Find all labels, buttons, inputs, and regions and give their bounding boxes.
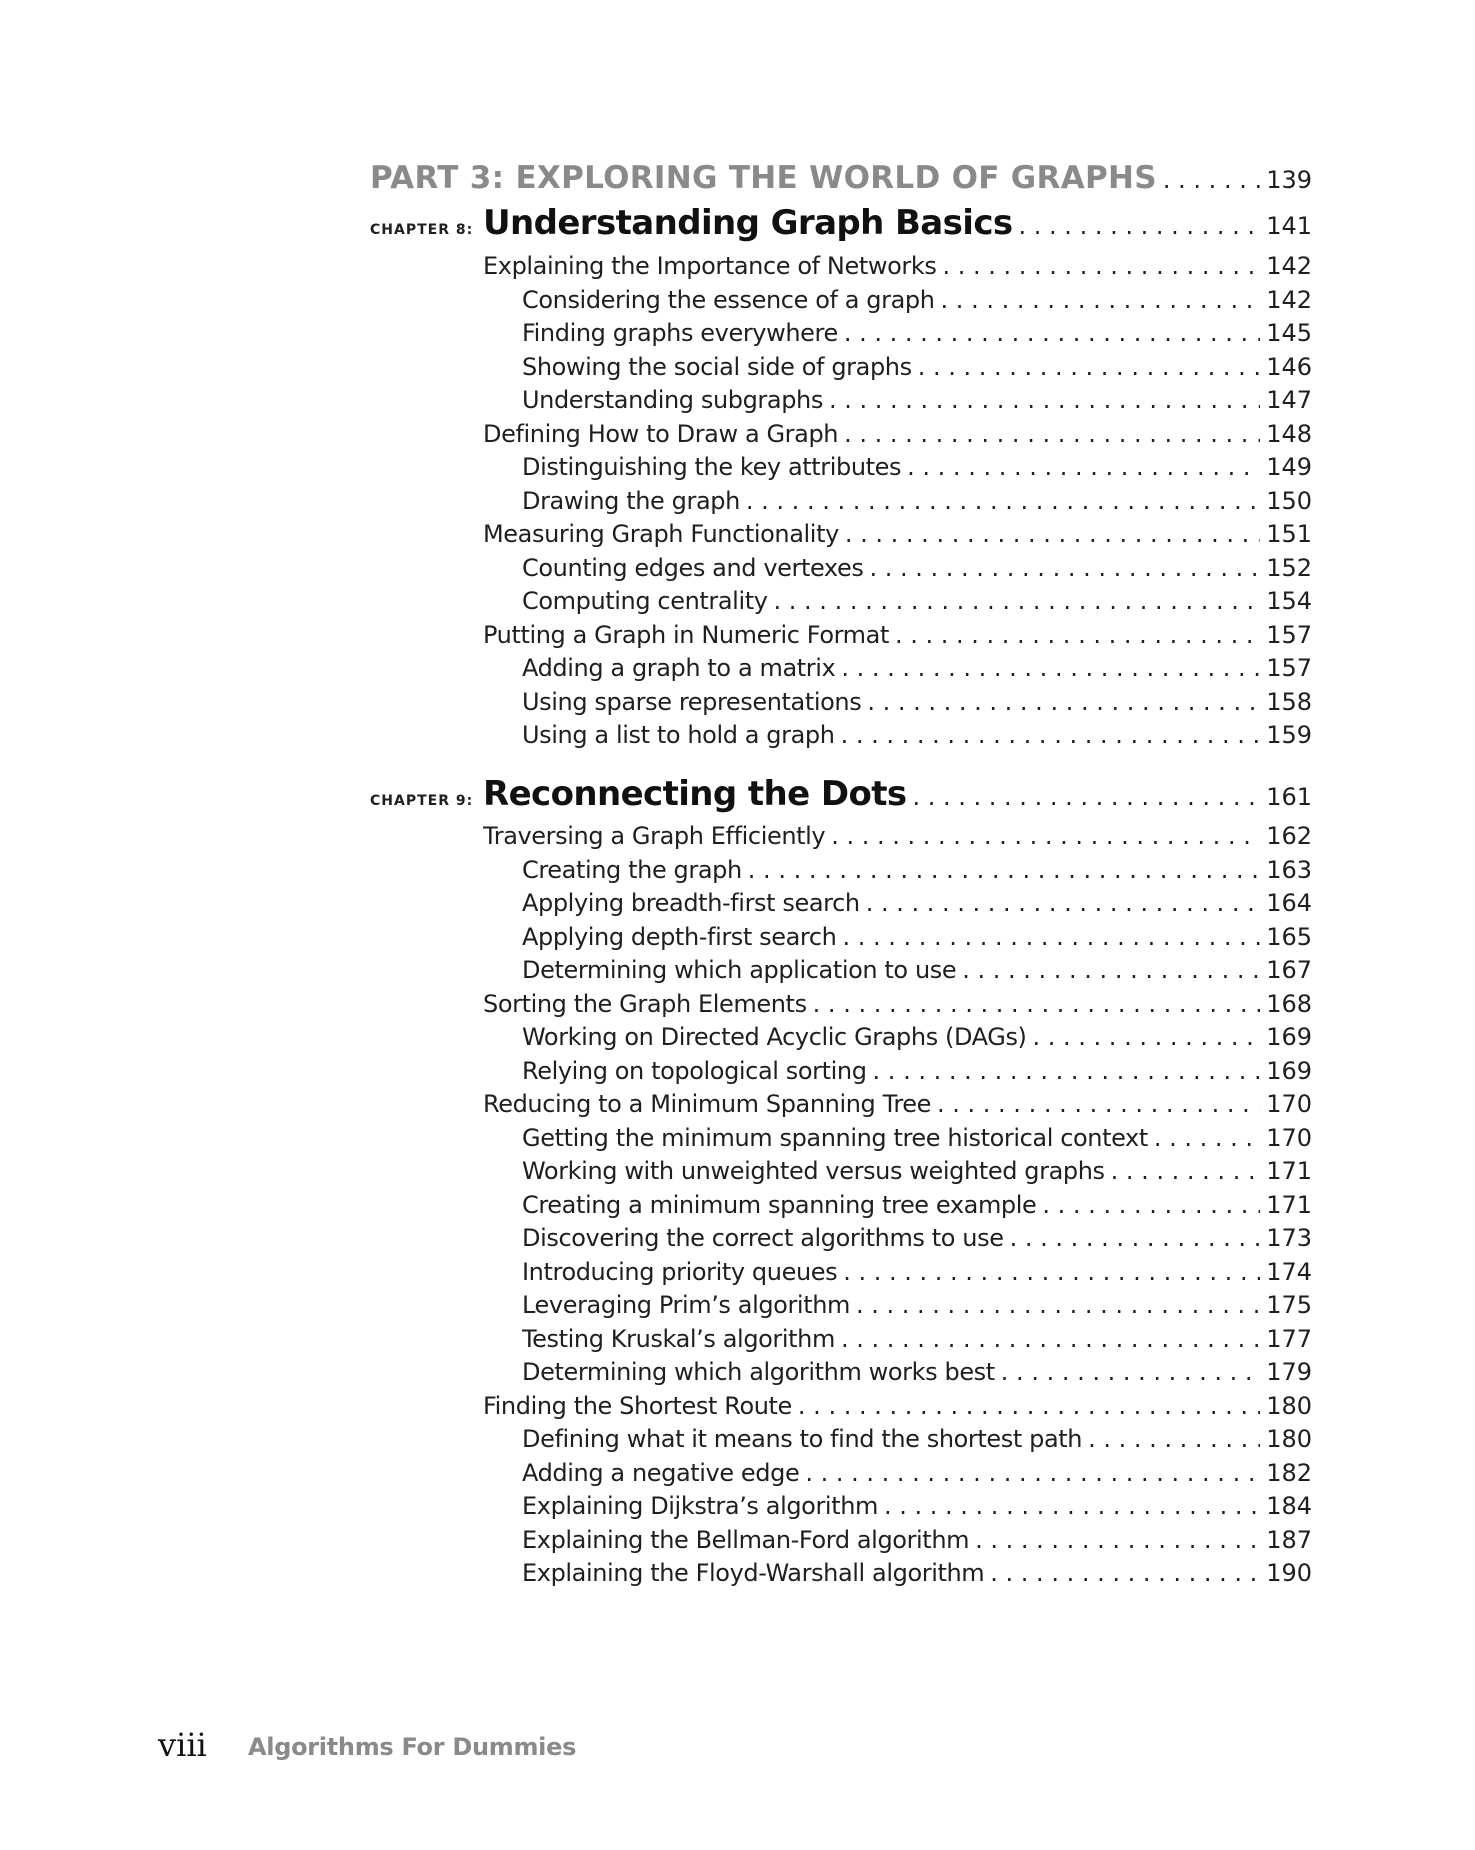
entry-title: Relying on topological sorting (522, 1057, 867, 1085)
dot-leader (746, 487, 1260, 515)
entry-title: Creating the graph (522, 856, 742, 884)
dot-leader (841, 654, 1260, 682)
dot-leader (841, 1325, 1260, 1353)
toc-entry (483, 621, 1312, 649)
chapter-label: CHAPTER 8: (370, 222, 474, 238)
dot-leader (842, 923, 1260, 951)
dot-leader (962, 956, 1260, 984)
entry-title: Considering the essence of a graph (522, 286, 935, 314)
entry-title: Explaining the Bellman-Ford algorithm (522, 1526, 970, 1554)
running-footer-title: Algorithms For Dummies (248, 1733, 577, 1761)
page-number: 159 (1266, 721, 1312, 749)
page-number: 180 (1266, 1392, 1312, 1420)
entry-title: Applying breadth-first search (522, 889, 860, 917)
dot-leader (1163, 166, 1260, 194)
toc-entry (522, 1124, 1312, 1152)
dot-leader (884, 1492, 1260, 1520)
page-number: 184 (1266, 1492, 1312, 1520)
entry-title: Distinguishing the key attributes (522, 453, 902, 481)
page-number: 148 (1266, 420, 1312, 448)
dot-leader (907, 453, 1260, 481)
page-number: 139 (1266, 166, 1312, 194)
toc-entry (522, 587, 1312, 615)
entry-title: Showing the social side of graphs (522, 353, 912, 381)
toc-entry (522, 286, 1312, 314)
dot-leader (1010, 1224, 1261, 1252)
entry-title: Working on Directed Acyclic Graphs (DAGs) (522, 1023, 1027, 1051)
toc-entry (522, 1224, 1312, 1252)
toc-entry (522, 453, 1312, 481)
toc-entry (522, 353, 1312, 381)
dot-leader (873, 1057, 1261, 1085)
entry-title: Computing centrality (522, 587, 768, 615)
toc-entry (522, 889, 1312, 917)
entry-title: Defining How to Draw a Graph (483, 420, 839, 448)
dot-leader (990, 1559, 1260, 1587)
dot-leader (1154, 1124, 1260, 1152)
part-title: PART 3: EXPLORING THE WORLD OF GRAPHS (370, 160, 1157, 196)
page-number: 142 (1266, 286, 1312, 314)
entry-title: Explaining the Importance of Networks (483, 252, 937, 280)
page-number: 157 (1266, 621, 1312, 649)
toc-entry (522, 956, 1312, 984)
toc-entry (483, 252, 1312, 280)
dot-leader (937, 1090, 1260, 1118)
dot-leader (841, 721, 1261, 749)
entry-title: Sorting the Graph Elements (483, 990, 807, 1018)
page-number: 165 (1266, 923, 1312, 951)
dot-leader (829, 386, 1260, 414)
dot-leader (798, 1392, 1260, 1420)
entry-title: Creating a minimum spanning tree example (522, 1191, 1037, 1219)
toc-entry (522, 1492, 1312, 1520)
entry-title: Adding a negative edge (522, 1459, 800, 1487)
page-number: 142 (1266, 252, 1312, 280)
dot-leader (748, 856, 1260, 884)
dot-leader (774, 587, 1261, 615)
chapter-label: CHAPTER 9: (370, 793, 474, 809)
dot-leader (856, 1291, 1260, 1319)
page-number: 154 (1266, 587, 1312, 615)
dot-leader (975, 1526, 1260, 1554)
toc-entry (522, 1291, 1312, 1319)
toc-entry (522, 721, 1312, 749)
toc-entry (522, 1258, 1312, 1286)
toc-entry (483, 822, 1312, 850)
toc-entry (522, 923, 1312, 951)
toc-entry (522, 386, 1312, 414)
dot-leader (1088, 1425, 1260, 1453)
toc-entry (522, 1325, 1312, 1353)
page-number: 169 (1266, 1023, 1312, 1051)
dot-leader (941, 286, 1261, 314)
page-number: 152 (1266, 554, 1312, 582)
part-heading (370, 160, 1312, 196)
page-number: 151 (1266, 520, 1312, 548)
page-number: 167 (1266, 956, 1312, 984)
entry-title: Determining which application to use (522, 956, 957, 984)
dot-leader (831, 822, 1260, 850)
entry-title: Explaining Dijkstra’s algorithm (522, 1492, 878, 1520)
entry-title: Getting the minimum spanning tree historical context (522, 1124, 1148, 1152)
entry-title: Finding the Shortest Route (483, 1392, 792, 1420)
dot-leader (1111, 1157, 1261, 1185)
page-number: 171 (1266, 1157, 1312, 1185)
page-number: 182 (1266, 1459, 1312, 1487)
toc-entry (522, 856, 1312, 884)
entry-title: Testing Kruskal’s algorithm (522, 1325, 835, 1353)
page-number: 170 (1266, 1090, 1312, 1118)
page-number: 164 (1266, 889, 1312, 917)
dot-leader (913, 783, 1261, 811)
page-number: 174 (1266, 1258, 1312, 1286)
entry-title: Counting edges and vertexes (522, 554, 864, 582)
dot-leader (866, 889, 1260, 917)
toc-entry (522, 1425, 1312, 1453)
toc-entry (522, 688, 1312, 716)
entry-title: Drawing the graph (522, 487, 740, 515)
page-number: 170 (1266, 1124, 1312, 1152)
page-number: 177 (1266, 1325, 1312, 1353)
entry-title: Applying depth-first search (522, 923, 837, 951)
page-number: 157 (1266, 654, 1312, 682)
dot-leader (1033, 1023, 1261, 1051)
page-number: 146 (1266, 353, 1312, 381)
entry-title: Explaining the Floyd-Warshall algorithm (522, 1559, 985, 1587)
page-number: 161 (1266, 783, 1312, 811)
toc-entry (522, 1157, 1312, 1185)
entry-title: Measuring Graph Functionality (483, 520, 839, 548)
dot-leader (844, 420, 1260, 448)
entry-title: Traversing a Graph Efficiently (483, 822, 826, 850)
page-number: 163 (1266, 856, 1312, 884)
page-number: 162 (1266, 822, 1312, 850)
dot-leader (895, 621, 1260, 649)
dot-leader (1019, 212, 1261, 240)
entry-title: Understanding subgraphs (522, 386, 823, 414)
page-number: 180 (1266, 1425, 1312, 1453)
entry-title: Reducing to a Minimum Spanning Tree (483, 1090, 932, 1118)
toc-entry (522, 1358, 1312, 1386)
toc-entry (483, 1090, 1312, 1118)
entry-title: Determining which algorithm works best (522, 1358, 995, 1386)
dot-leader (918, 353, 1260, 381)
dot-leader (845, 520, 1260, 548)
toc-entry (522, 554, 1312, 582)
page-number: 175 (1266, 1291, 1312, 1319)
toc-entry (483, 420, 1312, 448)
page-number: 190 (1266, 1559, 1312, 1587)
dot-leader (1042, 1191, 1260, 1219)
dot-leader (805, 1459, 1260, 1487)
entry-title: Adding a graph to a matrix (522, 654, 836, 682)
dot-leader (813, 990, 1261, 1018)
entry-title: Putting a Graph in Numeric Format (483, 621, 889, 649)
toc-entry (522, 1057, 1312, 1085)
entry-title: Using a list to hold a graph (522, 721, 835, 749)
toc-entry (483, 990, 1312, 1018)
toc-entry (522, 1459, 1312, 1487)
chapter-heading (483, 203, 1312, 243)
dot-leader (942, 252, 1260, 280)
page-number: 187 (1266, 1526, 1312, 1554)
toc-entry (483, 520, 1312, 548)
dot-leader (844, 319, 1260, 347)
dot-leader (1001, 1358, 1260, 1386)
toc-entry (522, 1559, 1312, 1587)
page-number: 147 (1266, 386, 1312, 414)
toc-entry (522, 1023, 1312, 1051)
entry-title: Defining what it means to find the shortest path (522, 1425, 1083, 1453)
page-number: 141 (1266, 212, 1312, 240)
page-number: 168 (1266, 990, 1312, 1018)
entry-title: Discovering the correct algorithms to use (522, 1224, 1004, 1252)
page-number: 169 (1266, 1057, 1312, 1085)
entry-title: Introducing priority queues (522, 1258, 838, 1286)
toc-entry (483, 1392, 1312, 1420)
dot-leader (843, 1258, 1260, 1286)
entry-title: Working with unweighted versus weighted graphs (522, 1157, 1105, 1185)
page-number: 150 (1266, 487, 1312, 515)
toc-entry (522, 1526, 1312, 1554)
page-number: 179 (1266, 1358, 1312, 1386)
entry-title: Leveraging Prim’s algorithm (522, 1291, 850, 1319)
dot-leader (867, 688, 1260, 716)
dot-leader (869, 554, 1260, 582)
entry-title: Finding graphs everywhere (522, 319, 838, 347)
toc-entry (522, 654, 1312, 682)
page-number: 149 (1266, 453, 1312, 481)
toc-entry (522, 487, 1312, 515)
folio-page-number: viii (158, 1726, 207, 1764)
toc-entry (522, 319, 1312, 347)
page-number: 158 (1266, 688, 1312, 716)
page-number: 171 (1266, 1191, 1312, 1219)
entry-title: Using sparse representations (522, 688, 862, 716)
page-number: 145 (1266, 319, 1312, 347)
chapter-heading (483, 774, 1312, 814)
page-number: 173 (1266, 1224, 1312, 1252)
chapter-title: Reconnecting the Dots (483, 774, 907, 814)
chapter-title: Understanding Graph Basics (483, 203, 1013, 243)
toc-entry (522, 1191, 1312, 1219)
